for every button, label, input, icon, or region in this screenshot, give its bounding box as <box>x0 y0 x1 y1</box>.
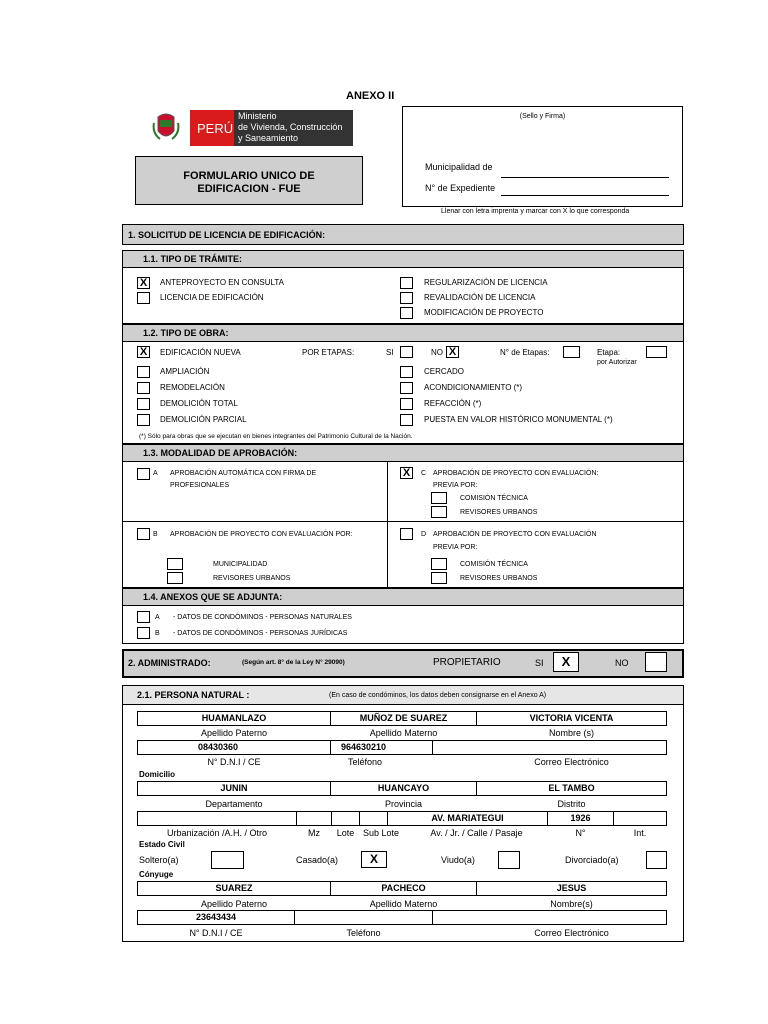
num-etapas-field[interactable] <box>563 346 580 358</box>
email-label: Correo Electrónico <box>534 757 609 767</box>
conyuge-telefono-label: Teléfono <box>346 928 381 938</box>
urbanizacion-label: Urbanización /A.H. / Otro <box>166 828 268 838</box>
mz-label: Mz <box>308 828 320 838</box>
tramite-modificacion-checkbox[interactable] <box>400 307 413 319</box>
modalidad-c-comision-checkbox[interactable] <box>431 492 447 504</box>
telefono-label: Teléfono <box>347 757 383 767</box>
obra-remodelacion-label: REMODELACIÓN <box>160 383 225 392</box>
viudo-label: Viudo(a) <box>441 855 475 865</box>
modalidad-c-letter: C <box>421 470 427 477</box>
obra-ampliacion-label: AMPLIACIÓN <box>160 367 210 376</box>
tramite-licencia-checkbox[interactable] <box>137 292 150 304</box>
modalidad-b-letter: B <box>153 531 158 538</box>
modalidad-a-checkbox[interactable] <box>137 468 150 480</box>
tramite-revalidacion-label: REVALIDACIÓN DE LICENCIA <box>424 293 536 302</box>
obra-header: 1.2. TIPO DE OBRA: <box>122 324 684 342</box>
modalidad-d-comision-checkbox[interactable] <box>431 558 447 570</box>
soltero-label: Soltero(a) <box>139 855 179 865</box>
etapas-si-label: SI <box>386 348 394 357</box>
modalidad-b-municipalidad-checkbox[interactable] <box>167 558 183 570</box>
tramite-anteproyecto-checkbox[interactable]: X <box>137 277 150 289</box>
modalidad-c-comision-label: COMISIÓN TÉCNICA <box>460 495 528 502</box>
modalidad-d-revisores-checkbox[interactable] <box>431 572 447 584</box>
divorciado-checkbox[interactable] <box>646 851 667 869</box>
modalidad-c-line2: PREVIA POR: <box>433 482 478 489</box>
conyuge-nombres-field[interactable]: JESUS <box>476 881 667 896</box>
peru-logo: PERÚ <box>190 110 234 146</box>
obra-nueva-checkbox[interactable]: X <box>137 346 150 358</box>
obra-ampliacion-checkbox[interactable] <box>137 366 150 378</box>
num-etapas-label: N° de Etapas: <box>500 348 550 357</box>
obra-puesta-valor-label: PUESTA EN VALOR HISTÓRICO MONUMENTAL (*) <box>424 415 613 424</box>
modalidad-header: 1.3. MODALIDAD DE APROBACIÓN: <box>122 444 684 462</box>
modalidad-c-line1: APROBACIÓN DE PROYECTO CON EVALUACIÓN: <box>433 470 599 477</box>
etapas-no-label: NO <box>431 348 443 357</box>
modalidad-c-revisores-label: REVISORES URBANOS <box>460 509 538 516</box>
apellido-paterno-label: Apellido Paterno <box>200 728 268 738</box>
persona-natural-header: 2.1. PERSONA NATURAL : (En caso de condóminos, los datos deben consignarse en el Anexo A) <box>122 685 684 705</box>
tramite-regularizacion-label: REGULARIZACIÓN DE LICENCIA <box>424 278 548 287</box>
modalidad-d-letter: D <box>421 531 427 538</box>
conyuge-apellido-paterno-label: Apellido Paterno <box>200 899 268 909</box>
obra-refaccion-label: REFACCIÓN (*) <box>424 399 482 408</box>
modalidad-a-line1: APROBACIÓN AUTOMÁTICA CON FIRMA DE <box>170 470 317 477</box>
interior-field[interactable] <box>613 811 667 826</box>
modalidad-a-letter: A <box>153 470 158 477</box>
tramite-regularizacion-checkbox[interactable] <box>400 277 413 289</box>
conyuge-telefono-field[interactable] <box>294 910 433 925</box>
apellido-materno-label: Apellido Materno <box>369 728 438 738</box>
conyuge-email-field[interactable] <box>432 910 667 925</box>
conyuge-apellido-materno-field[interactable]: PACHECO <box>330 881 477 896</box>
obra-remodelacion-checkbox[interactable] <box>137 382 150 394</box>
tramite-modificacion-label: MODIFICACIÓN DE PROYECTO <box>424 308 544 317</box>
anexo-a-checkbox[interactable] <box>137 611 150 623</box>
section2-header: 2. ADMINISTRADO: (Según art. 8° de la Ley N° 29090) PROPIETARIO SI NO <box>122 649 684 678</box>
obra-refaccion-checkbox[interactable] <box>400 398 413 410</box>
por-autorizar-label: por Autorizar <box>597 359 637 366</box>
modalidad-d-comision-label: COMISIÓN TÉCNICA <box>460 561 528 568</box>
section1-header: 1. SOLICITUD DE LICENCIA DE EDIFICACIÓN: <box>122 224 684 245</box>
divorciado-label: Divorciado(a) <box>565 855 619 865</box>
conyuge-apellido-paterno-field[interactable]: SUAREZ <box>137 881 331 896</box>
casado-checkbox[interactable]: X <box>361 851 387 868</box>
dni-label: N° D.N.I / CE <box>207 757 261 767</box>
tramite-revalidacion-checkbox[interactable] <box>400 292 413 304</box>
urbanizacion-field[interactable] <box>137 811 297 826</box>
modalidad-c-checkbox[interactable]: X <box>400 467 413 479</box>
anexo-a-text: - DATOS DE CONDÓMINOS - PERSONAS NATURALES <box>173 614 352 621</box>
obra-puesta-valor-checkbox[interactable] <box>400 414 413 426</box>
propietario-si-checkbox[interactable]: X <box>553 652 579 672</box>
estado-civil-label: Estado Civil <box>139 840 185 849</box>
via-label: Av. / Jr. / Calle / Pasaje <box>430 828 523 838</box>
anexo-a-letter: A <box>155 614 160 621</box>
via-field[interactable]: AV. MARIATEGUI <box>387 811 548 826</box>
modalidad-b-revisores-label: REVISORES URBANOS <box>213 575 291 582</box>
modalidad-b-municipalidad-label: MUNICIPALIDAD <box>213 561 268 568</box>
modalidad-b-checkbox[interactable] <box>137 528 150 540</box>
mz-field[interactable] <box>296 811 332 826</box>
conyuge-dni-field[interactable]: 23643434 <box>137 910 295 925</box>
departamento-field[interactable]: JUNIN <box>137 781 331 796</box>
anexo-b-text: - DATOS DE CONDÓMINOS - PERSONAS JURÍDICAS <box>173 630 348 637</box>
ministry-logo: Ministerio de Vivienda, Construcción y Saneamiento <box>234 110 353 146</box>
stamp-box: (Sello y Firma) Municipalidad de N° de Expediente <box>402 106 683 207</box>
numero-label: N° <box>575 828 586 838</box>
tramite-header: 1.1. TIPO DE TRÁMITE: <box>122 250 684 268</box>
conyuge-apellido-materno-label: Apellido Materno <box>369 899 438 909</box>
conyuge-label: Cónyuge <box>139 870 174 879</box>
dni-field[interactable]: 08430360 <box>137 740 331 755</box>
numero-field[interactable]: 1926 <box>547 811 614 826</box>
nombres-label: Nombre (s) <box>548 728 594 738</box>
casado-label: Casado(a) <box>296 855 339 865</box>
coat-of-arms-icon <box>152 111 180 145</box>
modalidad-d-line2: PREVIA POR: <box>433 544 478 551</box>
distrito-field[interactable]: EL TAMBO <box>476 781 667 796</box>
interior-label: Int. <box>633 828 647 838</box>
apellido-materno-field[interactable]: MUÑOZ DE SUAREZ <box>330 711 477 726</box>
provincia-label: Provincia <box>384 799 422 809</box>
obra-demolicion-parcial-checkbox[interactable] <box>137 414 150 426</box>
etapas-no-checkbox[interactable]: X <box>446 346 459 358</box>
email-field[interactable] <box>432 740 667 755</box>
obra-acondicionamiento-checkbox[interactable] <box>400 382 413 394</box>
distrito-label: Distrito <box>557 799 586 809</box>
soltero-checkbox[interactable] <box>211 851 244 869</box>
etapa-label: Etapa: <box>597 348 621 357</box>
modalidad-a-line2: PROFESIONALES <box>170 482 230 489</box>
domicilio-label: Domicilio <box>139 770 176 779</box>
annex-title: ANEXO II <box>346 90 395 102</box>
modalidad-b-revisores-checkbox[interactable] <box>167 572 183 584</box>
fill-instructions: Llenar con letra imprenta y marcar con X lo que corresponda <box>441 208 630 215</box>
modalidad-c-revisores-checkbox[interactable] <box>431 506 447 518</box>
modalidad-section <box>122 462 684 588</box>
obra-demolicion-parcial-label: DEMOLICIÓN PARCIAL <box>160 415 247 424</box>
modalidad-d-revisores-label: REVISORES URBANOS <box>460 575 538 582</box>
sublote-label: Sub Lote <box>362 828 400 838</box>
tramite-licencia-label: LICENCIA DE EDIFICACIÓN <box>160 293 264 302</box>
obra-note: (*) Sólo para obras que se ejecutan en bienes integrantes del Patrimonio Cultural de la Nación. <box>139 433 413 440</box>
modalidad-b-text: APROBACIÓN DE PROYECTO CON EVALUACIÓN POR: <box>170 531 353 538</box>
obra-acondicionamiento-label: ACONDICIONAMIENTO (*) <box>424 383 523 392</box>
lote-field[interactable] <box>331 811 360 826</box>
obra-demolicion-total-label: DEMOLICIÓN TOTAL <box>160 399 238 408</box>
sublote-field[interactable] <box>359 811 388 826</box>
propietario-no-checkbox[interactable] <box>645 652 667 672</box>
nombres-field[interactable]: VICTORIA VICENTA <box>476 711 667 726</box>
lote-label: Lote <box>336 828 355 838</box>
etapa-field[interactable] <box>646 346 667 358</box>
obra-cercado-label: CERCADO <box>424 367 465 376</box>
anexo-b-letter: B <box>155 630 160 637</box>
anexos-header: 1.4. ANEXOS QUE SE ADJUNTA: <box>122 588 684 606</box>
modalidad-d-line1: APROBACIÓN DE PROYECTO CON EVALUACIÓN <box>433 531 597 538</box>
conyuge-dni-label: N° D.N.I / CE <box>189 928 243 938</box>
etapas-si-checkbox[interactable] <box>400 346 413 358</box>
provincia-field[interactable]: HUANCAYO <box>330 781 477 796</box>
viudo-checkbox[interactable] <box>498 851 520 869</box>
telefono-field[interactable]: 964630210 <box>330 740 433 755</box>
form-title-box: FORMULARIO UNICO DE EDIFICACION - FUE <box>135 156 363 205</box>
conyuge-email-label: Correo Electrónico <box>534 928 609 938</box>
modalidad-d-checkbox[interactable] <box>400 528 413 540</box>
obra-cercado-checkbox[interactable] <box>400 366 413 378</box>
conyuge-nombres-label: Nombre(s) <box>550 899 593 909</box>
tramite-anteproyecto-label: ANTEPROYECTO EN CONSULTA <box>160 278 285 287</box>
obra-nueva-label: EDIFICACIÓN NUEVA <box>160 348 241 357</box>
obra-demolicion-total-checkbox[interactable] <box>137 398 150 410</box>
por-etapas-label: POR ETAPAS: <box>302 348 355 357</box>
departamento-label: Departamento <box>205 799 263 809</box>
anexos-section <box>122 606 684 644</box>
anexo-b-checkbox[interactable] <box>137 627 150 639</box>
apellido-paterno-field[interactable]: HUAMANLAZO <box>137 711 331 726</box>
